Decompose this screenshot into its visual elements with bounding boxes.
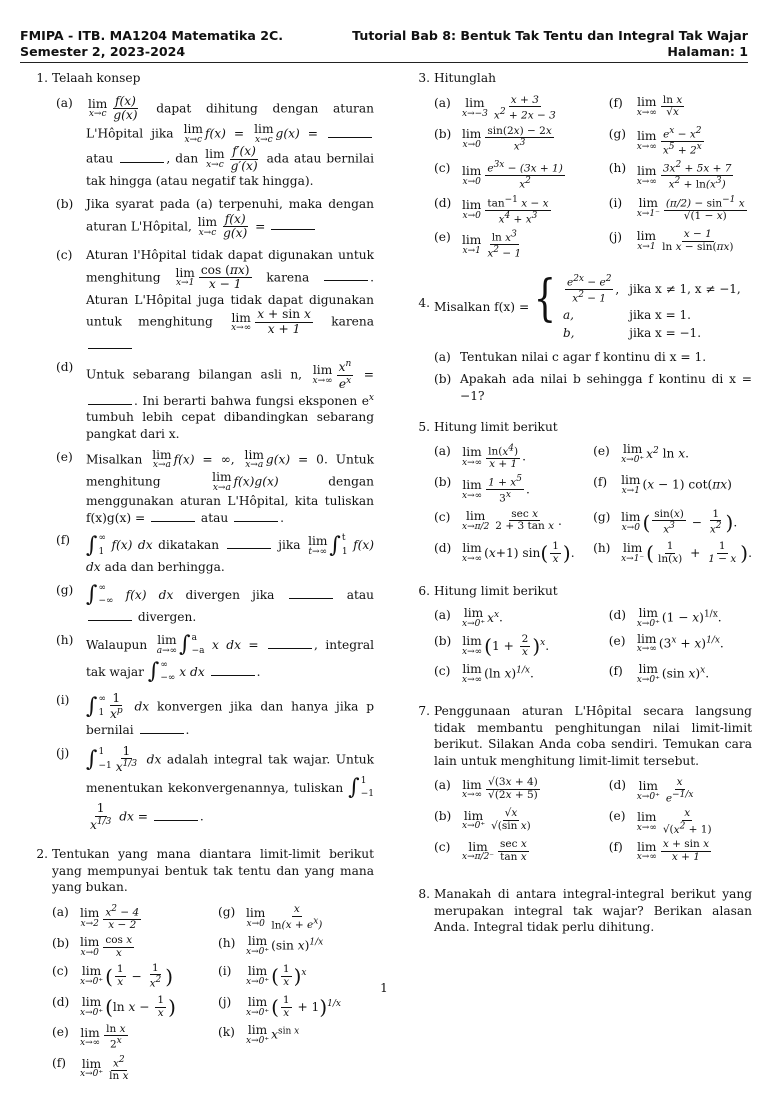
item-3j: (j) lim x→1 $\frac{x - 1}{\text{ln x − sin(πx)}}$ (608, 228, 734, 253)
item-label: (g) (218, 905, 236, 920)
question-number: 1. (36, 71, 48, 85)
item-5d: (d) lim x→∞ (x+1) sin( $\frac{1}{x}$ ). (434, 539, 575, 565)
answer-blank[interactable] (88, 619, 132, 621)
page-number: 1 (380, 981, 388, 995)
question-5: 5. Hitung limit berikut (a) lim x→∞ $\frac{\ln(x4)}{x + 1}$ . (e) lim x→0⁺ $x^2$ ln x. (b) lim x→∞ $\frac{1 + x5}{3x}$ . (f) lim x→1 (x − 1) cot(πx) (c) lim x→π/2 $\frac{\text{sec x}}{\text{2 + 3 tan x}}$ . (g) lim x→0 ( $\frac{\sin(x)}{x3}$ − $\frac{1}{x2}$ ). (d) lim x→∞ (x+1) sin( $\frac{1}{x}$ ). (h) lim x→1⁻ ( $\frac{1}{\ln(x)}$ + $\frac{1}{1 - x}$ ). (404, 419, 752, 567)
answer-blank[interactable] (88, 403, 132, 405)
item-3f: (f) lim x→∞ $\frac{\text{ln x}}{√x}$ (608, 93, 683, 119)
answer-blank[interactable] (328, 136, 372, 138)
answer-blank[interactable] (268, 647, 312, 649)
item-1d: (d) Untuk sebarang bilangan asli n, lim x→∞ $\frac{x^n}{e^x}$ = . Ini berarti bahwa fungsi eksponen $e^x$ tumbuh lebih cepat dibandingkan sebarang pangkat dari x. (56, 359, 375, 442)
item-label: (e) (608, 633, 626, 648)
item-3a: (a) lim x→−3 $\frac{x + 3}{x2 + 2x - 3}$ (434, 93, 556, 122)
item-label: (c) (434, 663, 451, 678)
question-title: Telaah konsep (52, 71, 141, 85)
item-label: (d) (52, 994, 70, 1009)
item-4a: (a) Tentukan nilai c agar f kontinu di x = 1. (434, 349, 707, 364)
item-6c: (c) lim x→∞ (ln x)$^{1/x}$. (434, 661, 534, 685)
item-label: (a) (434, 95, 451, 110)
right-column (404, 70, 752, 946)
item-label: (a) (56, 95, 73, 110)
item-1b: (b) Jika syarat pada (a) terpenuhi, maka dengan aturan L'Hôpital, lim x→c $\frac{f(x)}{g(x)}$ = (56, 197, 374, 241)
answer-blank[interactable] (211, 674, 255, 676)
item-label: (h) (593, 540, 611, 555)
item-label: (f) (608, 95, 623, 110)
item-7f: (f) lim x→∞ $\frac{\text{x + sin x}}{x + 1}$ (608, 838, 710, 864)
item-2g: (g) lim x→0 $\frac{x}{\ln(x + ex)}$ (218, 903, 323, 932)
item-label: (g) (56, 582, 74, 597)
item-label: (f) (56, 533, 71, 548)
course-title: FMIPA - ITB. MA1204 Matematika 2C. (20, 28, 283, 43)
item-5e: (e) lim x→0⁺ $x^2$ ln x. (593, 442, 690, 465)
tutorial-title: Tutorial Bab 8: Bentuk Tak Tentu dan Integral Tak Wajar (352, 28, 748, 43)
item-label: (a) (434, 444, 451, 459)
item-label: (e) (593, 444, 610, 459)
item-label: (c) (434, 161, 451, 176)
header-rule (20, 62, 748, 63)
item-1h: (h) Walaupun lim a→∞ ∫ a −a x dx = , integral tak wajar ∫ ∞ −∞ x dx . (56, 632, 375, 685)
piecewise-function: { $\frac{e2x - e2}{x2 - 1}$ , jika x ≠ 1, x ≠ −1, a, jika x = 1. b, jika x = −1. (533, 268, 741, 341)
item-label: (c) (56, 247, 73, 262)
question-3: 3. Hitunglah (a) lim x→−3 $\frac{x + 3}{x2 + 2x - 3}$ (f) lim x→∞ $\frac{\text{ln x}}{√x}$ (b) lim x→0 $\frac{\sin(2x) - 2x}{x3}$ (g) lim x→∞ $\frac{ex - x2}{x5 + 2x}$ (c) lim x→0 $\frac{e3x - (3x + 1)}{x2}$ (h) lim x→∞ $\frac{3x2 + 5x + 7}{x2 + \ln(x3)}$ (d) lim x→0 $\frac{\tan-1 x - x}{x4 + x3}$ (i) lim x→1⁻ $\frac{(\pi/2) - \sin-1 x}{√(1 - x)}$ (e) lim x→1 $\frac{\text{ln x3}}{x2 - 1}$ (j) lim x→1 $\frac{x - 1}{\text{ln x − sin(πx)}}$ (404, 70, 752, 261)
item-label: (b) (434, 633, 452, 648)
q5-items (434, 443, 752, 567)
item-label: (h) (608, 161, 627, 176)
item-1i: (i) ∫ ∞ 1 $\frac{1}{x^p}$ dx konvergen jika dan hanya jika p bernilai . (56, 690, 375, 737)
answer-blank[interactable] (154, 819, 198, 821)
item-label: (f) (608, 663, 623, 678)
page-label: Halaman: 1 (667, 44, 748, 60)
item-6f: (f) lim x→0⁺ (sin x)$^x$. (608, 661, 710, 685)
answer-blank[interactable] (140, 732, 184, 734)
item-label: (d) (608, 778, 627, 793)
item-label: (b) (434, 475, 452, 490)
item-2j: (j) lim x→0⁺ ( $\frac{1}{x}$ + 1)$^{1/x}$ (218, 993, 341, 1019)
item-label: (h) (218, 936, 236, 951)
item-label: (d) (434, 195, 452, 210)
header-left (20, 28, 283, 61)
item-label: (f) (52, 1055, 67, 1070)
item-label: (a) (434, 349, 451, 364)
item-label: (d) (56, 360, 74, 375)
item-3e: (e) lim x→1 $\frac{\text{ln x3}}{x2 - 1}$ (434, 229, 522, 260)
semester-label: Semester 2, 2023-2024 (20, 44, 186, 60)
item-2b: (b) lim x→0 $\frac{\text{cos x}}{x}$ (52, 934, 133, 959)
item-1e: (e) Misalkan lim x→a f(x) = ∞, lim x→a g(x) = 0. Untuk menghitung lim x→a f(x)g(x) dengan menggunakan aturan L'Hôpital, kita tuliskan f(x)g(x) = atau . (56, 447, 374, 525)
question-2: 2. Tentukan yang mana diantara limit-limit berikut yang mempunyai bentuk tak tentu dan yang mana yang bukan. (a) lim x→2 $\frac{x2 - 4}{x - 2}$ (g) lim x→0 $\frac{x}{\ln(x + ex)}$ (b) lim x→0 $\frac{\text{cos x}}{x}$ (h) lim x→0⁺ (sin x)$^{1/x}$ (c) lim x→0⁺ ( $\frac{1}{x}$ − $\frac{1}{x2}$ ) (i) lim x→0⁺ ( $\frac{1}{x}$ )$^x$ (d) lim x→0⁺ (ln x − $\frac{1}{x}$ ) (j) lim x→0⁺ ( $\frac{1}{x}$ + 1)$^{1/x}$ (e) lim x→∞ $\frac{\text{ln x}}{2x}$ (k) lim x→0⁺ $x^{sin x}$ (f) lim x→0⁺ $\frac{x2}{\text{ln x}}$ (36, 847, 374, 1082)
item-label: (g) (593, 509, 611, 524)
item-2f: (f) lim x→0⁺ $\frac{x2}{\text{ln x}}$ (52, 1054, 129, 1082)
item-label: (b) (56, 197, 74, 212)
item-7b: (b) lim x→0⁺ $\frac{√x}{\text{√(sin x)}}$ (434, 807, 531, 833)
item-label: (c) (434, 509, 451, 524)
item-1c: (c) Aturan l'Hôpital tidak dapat digunakan untuk menghitung lim x→1 $\frac{\cos (\pi x)}{x - 1}$ karena . Aturan L'Hôpital juga tidak dapat digunakan untuk menghitung lim x→∞ $\frac{\text{x + sin x}}{x + 1}$ karena (52, 247, 374, 353)
item-1a: (a) lim x→c $\frac{f(x)}{g(x)}$ dapat dihitung dengan aturan L'Hôpital jika lim x→c f(x) = lim x→c g(x) = atau , dan lim x→c $\frac{f'(x)}{g'(x)}$ ada atau bernilai tak hingga (atau negatif tak hingga). (56, 93, 375, 189)
item-2a: (a) lim x→2 $\frac{x2 - 4}{x - 2}$ (52, 904, 140, 932)
item-7a: (a) lim x→∞ $\frac{√(3x + 4)}{√(2x + 5)}$ (434, 776, 538, 802)
item-3c: (c) lim x→0 $\frac{e3x - (3x + 1)}{x2}$ (434, 160, 563, 191)
item-label: (f) (593, 475, 608, 490)
item-label: (b) (434, 809, 452, 824)
q3-items (434, 95, 752, 261)
answer-blank[interactable] (289, 597, 333, 599)
item-label: (d) (434, 540, 452, 555)
item-5c: (c) lim x→π/2 $\frac{\text{sec x}}{\text{2 + 3 tan x}}$ . (434, 507, 562, 533)
item-5b: (b) lim x→∞ $\frac{1 + x5}{3x}$ . (434, 474, 530, 505)
answer-blank[interactable] (324, 279, 368, 281)
answer-blank[interactable] (151, 520, 195, 522)
item-6a: (a) lim x→0⁺ $x^x$. (434, 606, 503, 630)
item-3i: (i) lim x→1⁻ $\frac{(\pi/2) - \sin-1 x}{√(1 - x)}$ (608, 194, 745, 222)
item-1f: (f) ∫ ∞ 1 f(x) dx dikatakan jika lim t→∞ ∫ t 1 f(x) dx ada dan berhingga. (56, 532, 375, 575)
question-6: 6. Hitung limit berikut (a) lim x→0⁺ $x^x$. (d) lim x→0⁺ $(1 - x)^{1/x}$. (b) lim x→∞ (1 + $\frac{2}{x}$ )$^x$. (e) lim x→∞ $(3^x + x)^{1/x}$. (c) lim x→∞ (ln x)$^{1/x}$. (f) lim x→0⁺ (sin x)$^x$. (404, 583, 752, 685)
item-label: (a) (434, 608, 451, 623)
item-label: (b) (52, 936, 70, 951)
item-1j: (j) ∫ 1 −1 $\frac{1}{x^{1/3}}$ dx adalah integral tak wajar. Untuk menentukan kekonvergenannya, tuliskan ∫ 1 −1 $\frac{1}{x^{1/3}}$ dx = . (56, 743, 375, 832)
item-3b: (b) lim x→0 $\frac{\sin(2x) - 2x}{x3}$ (434, 124, 552, 153)
answer-blank[interactable] (227, 547, 271, 549)
item-3g: (g) lim x→∞ $\frac{ex - x2}{x5 + 2x}$ (608, 125, 702, 157)
item-label: (b) (434, 126, 452, 141)
item-7c: (c) lim x→π/2⁻ $\frac{\text{sec x}}{\text{tan x}}$ (434, 838, 527, 864)
item-label: (a) (434, 778, 451, 793)
item-label: (c) (434, 840, 451, 855)
item-3d: (d) lim x→0 $\frac{\tan-1 x - x}{x4 + x3}$ (434, 194, 549, 226)
item-6e: (e) lim x→∞ $(3^x + x)^{1/x}$. (608, 631, 724, 655)
item-2k: (k) lim x→0⁺ $x^{sin x}$ (218, 1022, 300, 1046)
answer-blank[interactable] (271, 228, 315, 230)
item-5h: (h) lim x→1⁻ ( $\frac{1}{\ln(x)}$ + $\frac{1}{1 - x}$ ). (593, 539, 752, 565)
item-label: (j) (56, 745, 70, 760)
q6-items (434, 607, 752, 685)
item-label: (g) (608, 126, 627, 141)
item-label: (f) (608, 840, 623, 855)
item-2c: (c) lim x→0⁺ ( $\frac{1}{x}$ − $\frac{1}{x2}$ ) (52, 961, 174, 990)
question-1 (22, 70, 374, 832)
answer-blank[interactable] (88, 347, 132, 349)
item-label: (b) (434, 372, 452, 387)
left-column (22, 70, 374, 1093)
item-6d: (d) lim x→0⁺ $(1 - x)^{1/x}$. (608, 606, 722, 630)
item-label: (e) (56, 449, 73, 464)
item-label: (i) (608, 195, 623, 210)
answer-blank[interactable] (234, 520, 278, 522)
item-3h: (h) lim x→∞ $\frac{3x2 + 5x + 7}{x2 + \ln(x3)}$ (608, 160, 732, 191)
item-label: (h) (56, 632, 74, 647)
item-label: (e) (608, 809, 626, 824)
item-label: (j) (218, 994, 232, 1009)
question-7: 7. Penggunaan aturan L'Hôpital secara langsung tidak membantu penghitungan nilai limit-limit berikut. Silakan Anda coba sendiri. Temukan cara lain untuk menghitung limit-limit tersebut. (a) lim x→∞ $\frac{√(3x + 4)}{√(2x + 5)}$ (d) lim x→0⁺ $\frac{x}{e-1/x}$ (b) lim x→0⁺ $\frac{√x}{\text{√(sin x)}}$ (e) lim x→∞ $\frac{x}{√(x2 + 1)}$ (c) lim x→π/2⁻ $\frac{\text{sec x}}{\text{tan x}}$ (f) lim x→∞ $\frac{\text{x + sin x}}{x + 1}$ (418, 704, 752, 864)
item-5g: (g) lim x→0 ( $\frac{\sin(x)}{x3}$ − $\frac{1}{x2}$ ). (593, 507, 738, 536)
question-8: 8. Manakah di antara integral-integral berikut yang merupakan integral tak wajar? Berikan alasan Anda. Integral tidak perlu dihitung. (418, 886, 752, 935)
item-label: (i) (218, 963, 232, 978)
item-5f: (f) lim x→1 (x − 1) cot(πx) (593, 473, 732, 496)
item-2i: (i) lim x→0⁺ ( $\frac{1}{x}$ )$^x$ (218, 962, 307, 988)
answer-blank[interactable] (120, 161, 164, 163)
item-label: (c) (52, 963, 69, 978)
item-2e: (e) lim x→∞ $\frac{\text{ln x}}{2x}$ (52, 1022, 126, 1051)
item-6b: (b) lim x→∞ (1 + $\frac{2}{x}$ )$^x$. (434, 632, 550, 658)
header-right (352, 28, 748, 61)
item-label: (i) (56, 692, 70, 707)
item-label: (j) (608, 230, 623, 245)
item-2h: (h) lim x→0⁺ (sin x)$^{1/x}$ (218, 934, 324, 957)
q7-items (434, 777, 752, 864)
item-4b: (b) Apakah ada nilai b sehingga f kontinu di x = −1? (434, 372, 752, 403)
item-7d: (d) lim x→0⁺ $\frac{x}{e-1/x}$ (608, 776, 694, 805)
item-label: (e) (52, 1024, 69, 1039)
item-1g: (g) ∫ ∞ −∞ f(x) dx divergen jika atau divergen. (56, 582, 375, 624)
question-4: 4. Misalkan f(x) = { $\frac{e2x - e2}{x2 - 1}$ , jika x ≠ 1, x ≠ −1, a, jika x = 1. b, jika x = −1. (a) Tentukan nilai c agar f kontinu di x = 1. (b) Apakah ada nilai b sehingga f kontinu di x = −1? (418, 268, 752, 403)
item-label: (k) (218, 1024, 235, 1039)
item-7e: (e) lim x→∞ $\frac{x}{√(x2 + 1)}$ (608, 807, 712, 836)
item-label: (e) (434, 230, 451, 245)
item-label: (a) (52, 905, 69, 920)
item-label: (d) (608, 608, 627, 623)
item-5a: (a) lim x→∞ $\frac{\ln(x4)}{x + 1}$ . (434, 443, 526, 471)
item-2d: (d) lim x→0⁺ (ln x − $\frac{1}{x}$ ) (52, 993, 176, 1019)
